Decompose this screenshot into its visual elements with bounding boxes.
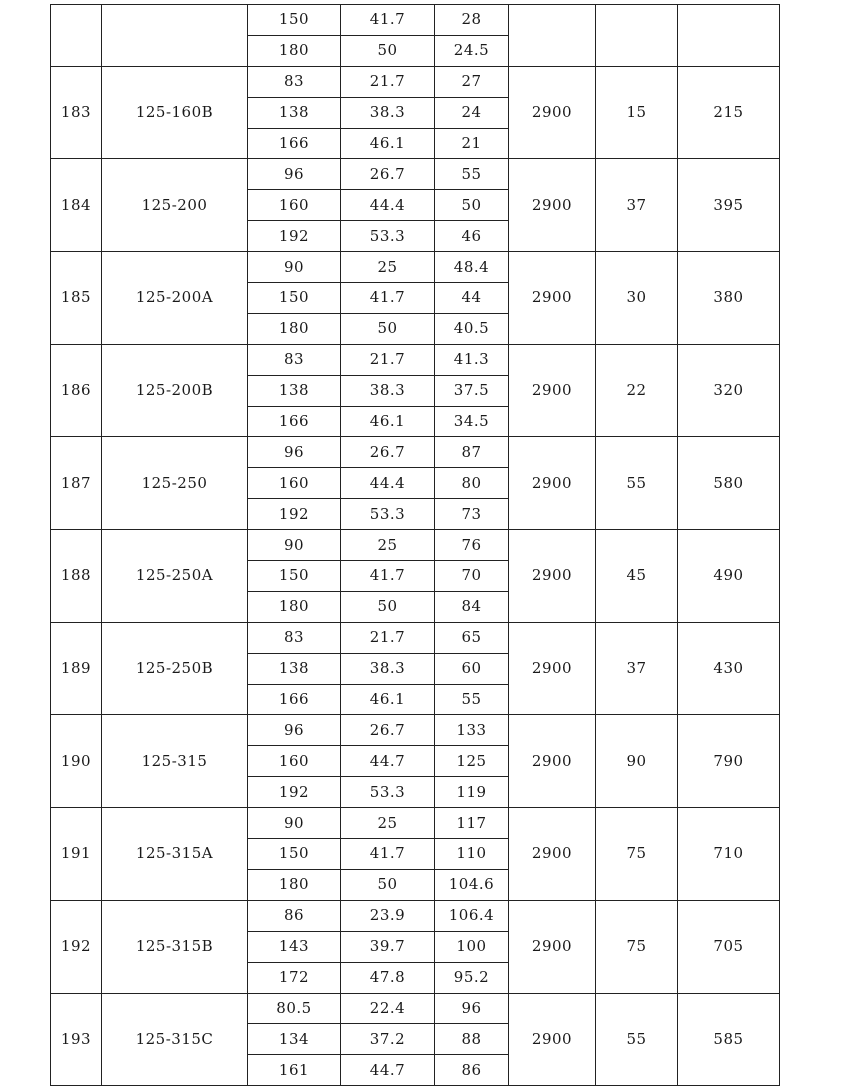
speed-cell: 2900 [509,344,596,437]
speed-cell: 2900 [509,808,596,901]
flow-m3h-cell: 83 [248,344,341,375]
head-cell: 55 [435,684,509,715]
power-cell: 15 [596,66,678,159]
head-cell: 117 [435,808,509,839]
flow-ls-cell: 47.8 [341,962,435,993]
flow-ls-cell: 44.7 [341,1055,435,1086]
flow-m3h-cell: 150 [248,839,341,870]
flow-m3h-cell: 160 [248,746,341,777]
power-cell: 37 [596,622,678,715]
flow-ls-cell: 21.7 [341,66,435,97]
flow-ls-cell: 44.7 [341,746,435,777]
head-cell: 37.5 [435,375,509,406]
speed-cell: 2900 [509,66,596,159]
head-cell: 60 [435,653,509,684]
power-cell: 55 [596,993,678,1086]
head-cell: 55 [435,159,509,190]
no-cell: 191 [51,808,102,901]
flow-m3h-cell: 192 [248,499,341,530]
no-cell: 186 [51,344,102,437]
flow-m3h-cell: 180 [248,35,341,66]
flow-ls-cell: 50 [341,35,435,66]
flow-m3h-cell: 192 [248,777,341,808]
flow-m3h-cell: 138 [248,653,341,684]
power-cell: 90 [596,715,678,808]
flow-ls-cell: 44.4 [341,468,435,499]
head-cell: 87 [435,437,509,468]
flow-ls-cell: 26.7 [341,437,435,468]
head-cell: 125 [435,746,509,777]
table-row [51,530,780,561]
flow-ls-cell: 50 [341,313,435,344]
flow-ls-cell: 38.3 [341,97,435,128]
flow-m3h-cell: 166 [248,406,341,437]
document-page [50,4,780,1086]
head-cell: 88 [435,1024,509,1055]
flow-ls-cell: 25 [341,530,435,561]
table-row [51,900,780,931]
flow-ls-cell: 23.9 [341,900,435,931]
flow-m3h-cell: 161 [248,1055,341,1086]
flow-m3h-cell: 86 [248,900,341,931]
flow-m3h-cell: 180 [248,869,341,900]
head-cell: 104.6 [435,869,509,900]
speed-cell: 2900 [509,159,596,252]
model-cell: 125-160B [102,66,248,159]
speed-cell: 2900 [509,715,596,808]
no-cell: 184 [51,159,102,252]
head-cell: 73 [435,499,509,530]
model-cell: 125-315 [102,715,248,808]
flow-m3h-cell: 134 [248,1024,341,1055]
head-cell: 46 [435,221,509,252]
flow-m3h-cell: 83 [248,622,341,653]
flow-ls-cell: 53.3 [341,499,435,530]
table-row [51,808,780,839]
model-cell: 125-200B [102,344,248,437]
head-cell: 96 [435,993,509,1024]
flow-ls-cell: 46.1 [341,684,435,715]
flow-m3h-cell: 150 [248,5,341,36]
flow-m3h-cell: 180 [248,313,341,344]
no-cell: 183 [51,66,102,159]
flow-m3h-cell: 192 [248,221,341,252]
power-cell: 75 [596,900,678,993]
table-body [51,5,780,1086]
flow-ls-cell: 21.7 [341,622,435,653]
speed-cell: 2900 [509,993,596,1086]
table-row [51,159,780,190]
head-cell: 28 [435,5,509,36]
no-cell: 188 [51,530,102,623]
head-cell: 95.2 [435,962,509,993]
flow-ls-cell: 50 [341,591,435,622]
flow-m3h-cell: 96 [248,437,341,468]
flow-m3h-cell: 166 [248,128,341,159]
head-cell: 27 [435,66,509,97]
head-cell: 80 [435,468,509,499]
flow-m3h-cell: 90 [248,530,341,561]
power-cell: 45 [596,530,678,623]
model-cell: 125-250 [102,437,248,530]
head-cell: 50 [435,190,509,221]
flow-m3h-cell: 150 [248,283,341,314]
table-row [51,66,780,97]
speed-cell: 2900 [509,622,596,715]
power-cell [596,5,678,67]
table-row [51,437,780,468]
flow-m3h-cell: 138 [248,375,341,406]
flow-ls-cell: 25 [341,252,435,283]
flow-ls-cell: 39.7 [341,931,435,962]
head-cell: 65 [435,622,509,653]
flow-ls-cell: 46.1 [341,406,435,437]
table-row [51,344,780,375]
flow-ls-cell: 41.7 [341,283,435,314]
head-cell: 24 [435,97,509,128]
flow-ls-cell: 22.4 [341,993,435,1024]
flow-ls-cell: 26.7 [341,715,435,746]
weight-cell: 705 [678,900,780,993]
flow-m3h-cell: 150 [248,561,341,592]
no-cell: 193 [51,993,102,1086]
no-cell [51,5,102,67]
flow-m3h-cell: 80.5 [248,993,341,1024]
power-cell: 30 [596,252,678,345]
head-cell: 86 [435,1055,509,1086]
weight-cell: 580 [678,437,780,530]
flow-m3h-cell: 166 [248,684,341,715]
table-row [51,993,780,1024]
no-cell: 189 [51,622,102,715]
flow-ls-cell: 53.3 [341,221,435,252]
table-row [51,252,780,283]
head-cell: 100 [435,931,509,962]
weight-cell: 430 [678,622,780,715]
model-cell: 125-315C [102,993,248,1086]
speed-cell: 2900 [509,900,596,993]
flow-m3h-cell: 143 [248,931,341,962]
power-cell: 22 [596,344,678,437]
model-cell: 125-200A [102,252,248,345]
head-cell: 76 [435,530,509,561]
weight-cell: 790 [678,715,780,808]
weight-cell [678,5,780,67]
head-cell: 44 [435,283,509,314]
power-cell: 55 [596,437,678,530]
model-cell: 125-315A [102,808,248,901]
weight-cell: 215 [678,66,780,159]
weight-cell: 395 [678,159,780,252]
flow-m3h-cell: 180 [248,591,341,622]
head-cell: 24.5 [435,35,509,66]
table-row [51,715,780,746]
flow-ls-cell: 44.4 [341,190,435,221]
model-cell: 125-250B [102,622,248,715]
weight-cell: 710 [678,808,780,901]
head-cell: 34.5 [435,406,509,437]
flow-ls-cell: 37.2 [341,1024,435,1055]
speed-cell: 2900 [509,530,596,623]
pump-spec-table [50,4,780,1086]
flow-m3h-cell: 160 [248,468,341,499]
power-cell: 75 [596,808,678,901]
power-cell: 37 [596,159,678,252]
head-cell: 40.5 [435,313,509,344]
head-cell: 119 [435,777,509,808]
speed-cell [509,5,596,67]
speed-cell: 2900 [509,252,596,345]
flow-ls-cell: 41.7 [341,561,435,592]
no-cell: 192 [51,900,102,993]
head-cell: 110 [435,839,509,870]
table-row [51,5,780,36]
table-row [51,622,780,653]
no-cell: 185 [51,252,102,345]
model-cell [102,5,248,67]
flow-m3h-cell: 90 [248,808,341,839]
flow-m3h-cell: 160 [248,190,341,221]
model-cell: 125-250A [102,530,248,623]
head-cell: 70 [435,561,509,592]
weight-cell: 585 [678,993,780,1086]
flow-ls-cell: 41.7 [341,5,435,36]
flow-m3h-cell: 138 [248,97,341,128]
head-cell: 133 [435,715,509,746]
head-cell: 41.3 [435,344,509,375]
head-cell: 84 [435,591,509,622]
head-cell: 48.4 [435,252,509,283]
flow-m3h-cell: 172 [248,962,341,993]
speed-cell: 2900 [509,437,596,530]
flow-ls-cell: 50 [341,869,435,900]
head-cell: 106.4 [435,900,509,931]
model-cell: 125-315B [102,900,248,993]
model-cell: 125-200 [102,159,248,252]
head-cell: 21 [435,128,509,159]
flow-ls-cell: 25 [341,808,435,839]
flow-ls-cell: 46.1 [341,128,435,159]
flow-m3h-cell: 96 [248,159,341,190]
no-cell: 187 [51,437,102,530]
weight-cell: 320 [678,344,780,437]
weight-cell: 380 [678,252,780,345]
flow-ls-cell: 38.3 [341,653,435,684]
flow-ls-cell: 53.3 [341,777,435,808]
flow-ls-cell: 21.7 [341,344,435,375]
flow-ls-cell: 41.7 [341,839,435,870]
flow-ls-cell: 38.3 [341,375,435,406]
weight-cell: 490 [678,530,780,623]
flow-m3h-cell: 96 [248,715,341,746]
flow-ls-cell: 26.7 [341,159,435,190]
no-cell: 190 [51,715,102,808]
flow-m3h-cell: 90 [248,252,341,283]
flow-m3h-cell: 83 [248,66,341,97]
